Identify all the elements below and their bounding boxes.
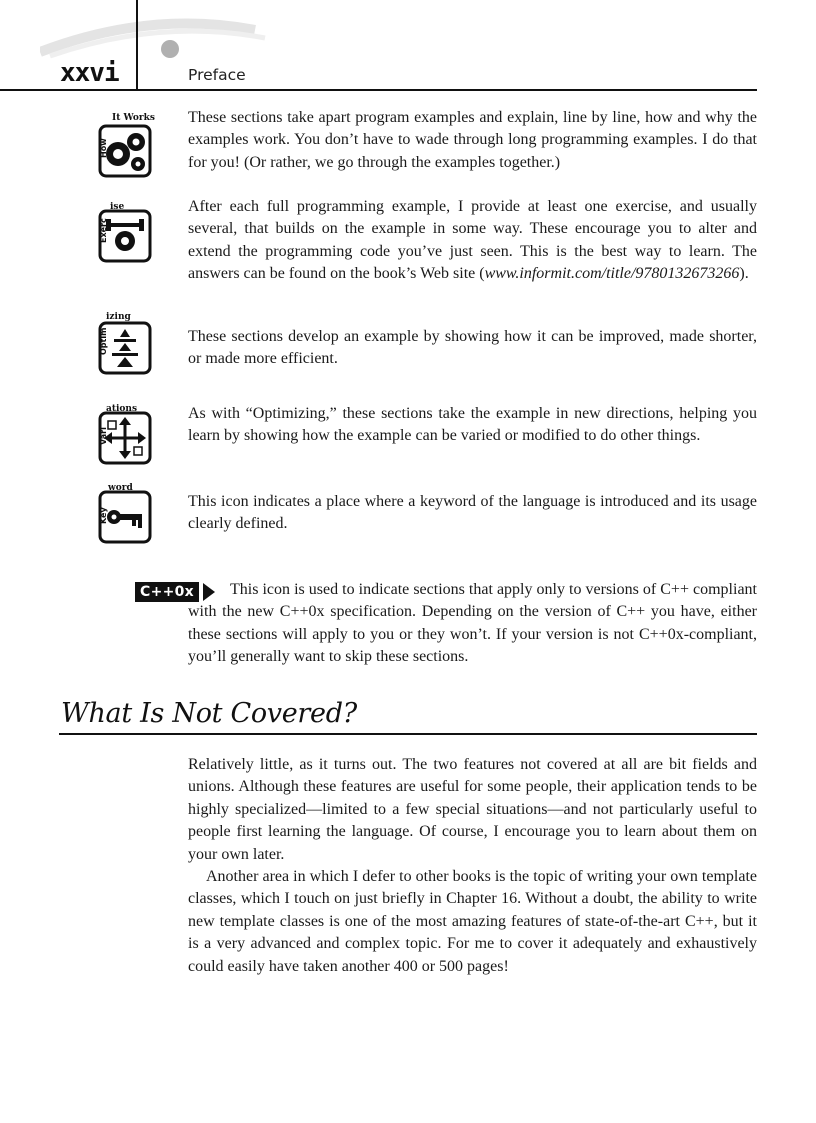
svg-text:ise: ise <box>110 202 125 212</box>
exercise-text-end: ). <box>739 265 749 283</box>
exercise-text <box>188 196 757 286</box>
optimizing-text: These sections develop an example by showing how it can be improved, made shorter, or made more efficient. <box>188 328 757 368</box>
how-it-works-text: These sections take apart program examples and explain, line by line, how and why the examples work. You don’t have to wade through long programming examples. I do that for you! (Or rather, we go through the examples together.) <box>188 109 757 171</box>
section-heading: What Is Not Covered? <box>61 698 357 729</box>
keyword-icon <box>88 478 156 546</box>
exercise-text-body: After each full programming example, I provide at least one exercise, and usually several, that builds on the example in some way. These encourage you to alter and extend the programming code you’ve just seen. This is the best way to learn. The answers can be found on the book’s Web site ( <box>188 198 757 283</box>
section-paragraph-1: Relatively little, as it turns out. The two features not covered at all are bit fields and unions. Although these features are useful for some people, their application tends to be highly specialized—limited to a few special situations—and not particularly useful to people first learning the language. Of course, I encourage you to learn about them on your own later. <box>188 756 757 863</box>
svg-text:Exerc: Exerc <box>99 218 108 243</box>
variations-icon <box>88 399 156 467</box>
svg-text:How: How <box>99 138 108 158</box>
section-rule <box>59 733 757 735</box>
exercise-icon <box>88 197 156 265</box>
optimizing-icon <box>88 309 156 377</box>
svg-text:word: word <box>108 483 133 493</box>
svg-text:izing: izing <box>106 312 131 322</box>
svg-text:Optim: Optim <box>99 327 108 355</box>
svg-text:Vari: Vari <box>99 427 108 445</box>
header-vertical-rule <box>136 0 138 90</box>
keyword-text: This icon indicates a place where a keyword of the language is introduced and its usage clearly defined. <box>188 493 757 533</box>
running-title: Preface <box>188 66 246 84</box>
page-number: xxvi <box>60 58 119 88</box>
section-paragraph-2: Another area in which I defer to other books is the topic of writing your own template classes, which I touch on just briefly in Chapter 16. Without a doubt, the ability to write new template classes is one of the most amazing features of state-of-the-art C++, but it is a very advanced and complex topic. For me to cover it adequately and exhaustively could easily have taken another 400 or 500 pages! <box>188 868 757 975</box>
svg-text:It Works: It Works <box>112 113 155 123</box>
exercise-answers-url: www.informit.com/title/9780132673266 <box>484 265 740 283</box>
cpp0x-badge-label: C++0x <box>135 582 199 602</box>
how-it-works-icon <box>88 112 156 180</box>
header-rule <box>0 89 757 91</box>
svg-text:Key: Key <box>99 507 108 524</box>
svg-text:ations: ations <box>106 404 138 414</box>
cpp0x-text: This icon is used to indicate sections that apply only to versions of C++ compliant with the new C++0x specification. Depending on the version of C++ you have, either these sections will apply to you or they won’t. If your version is not C++0x-compliant, you’ll generally want to skip these sections. <box>188 581 757 666</box>
variations-text: As with “Optimizing,” these sections take the example in new directions, helping you learn by showing how the example can be varied or modified to do other things. <box>188 405 757 445</box>
